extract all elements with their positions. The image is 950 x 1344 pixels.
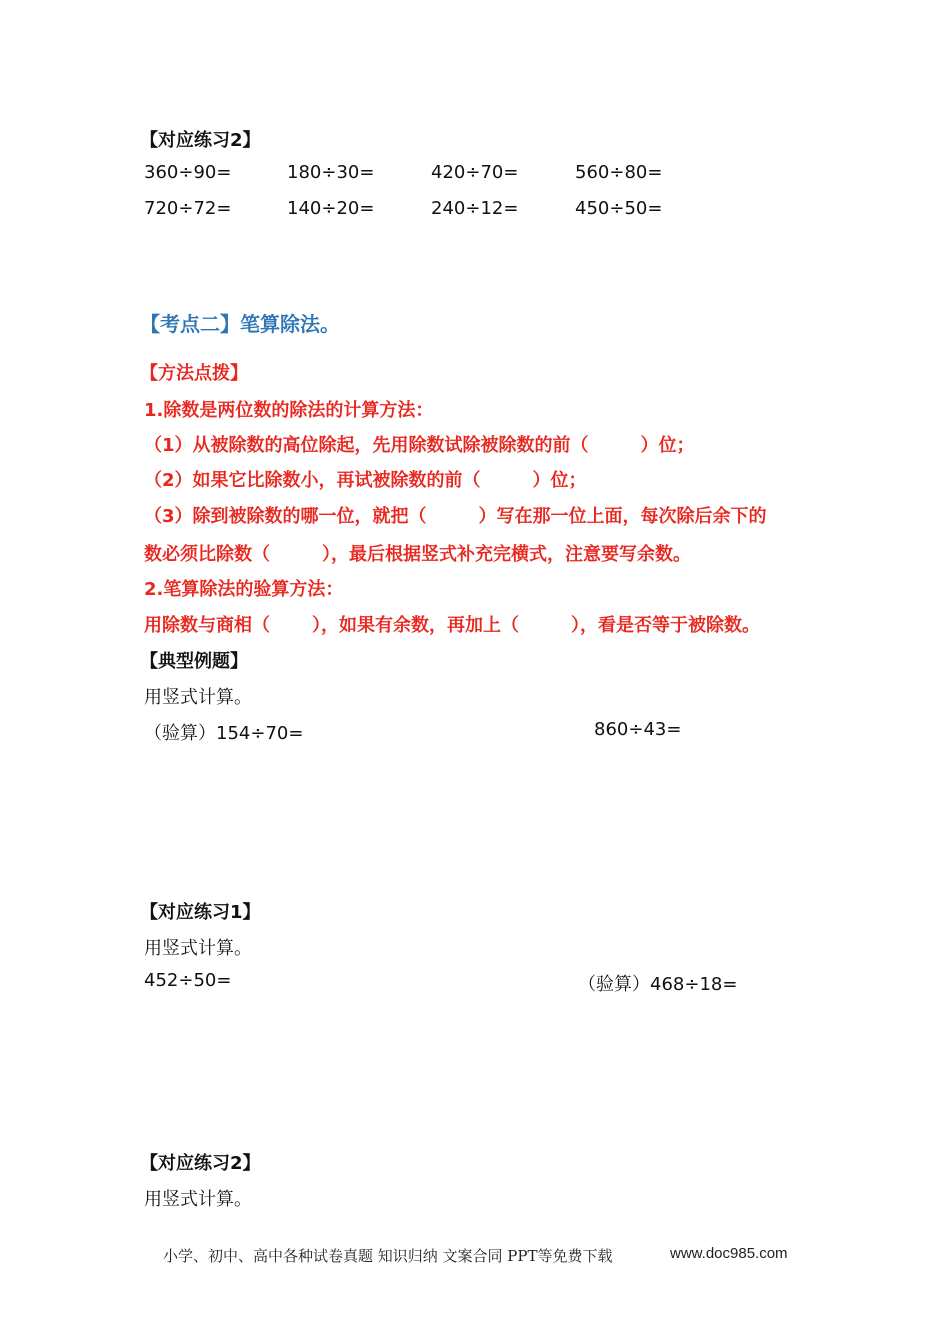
example-heading: 【典型例题】 <box>140 651 248 672</box>
method-step4-b: ），最后根据竖式补充完横式，注意要写余数。 <box>322 544 691 565</box>
method-step3-b: ）写在那一位上面，每次除后余下的 <box>478 506 767 527</box>
method-step1 <box>144 431 695 457</box>
practice1-right: （验算）468÷18= <box>578 974 738 995</box>
method-verify-b: ），如果有余数，再加上（ <box>312 615 519 636</box>
method-step1-a: （1）从被除数的高位除起，先用除数试除被除数的前（ <box>144 435 589 456</box>
method-step3 <box>144 502 767 528</box>
exercise-2-1: 720÷72= <box>144 198 232 219</box>
exercise-1-2: 180÷30= <box>287 162 375 183</box>
exercise-2-2: 140÷20= <box>287 198 375 219</box>
exercise-2-3: 240÷12= <box>431 198 519 219</box>
method-heading: 【方法点拨】 <box>140 363 248 384</box>
example-right: 860÷43= <box>594 719 682 740</box>
method-step3-cont <box>144 540 691 566</box>
footer-text: 小学、初中、高中各种试卷真题 知识归纳 文案合同 PPT等免费下载 <box>163 1247 613 1265</box>
method-item1-title: 1.除数是两位数的除法的计算方法： <box>144 400 434 421</box>
practice2-heading: 【对应练习2】 <box>140 130 261 151</box>
exercise-2-4: 450÷50= <box>575 198 663 219</box>
method-verify-c: ），看是否等于被除数。 <box>571 615 760 636</box>
method-step2 <box>144 466 587 492</box>
example-left: （验算）154÷70= <box>144 723 304 744</box>
exercise-1-4: 560÷80= <box>575 162 663 183</box>
method-verify <box>144 611 760 637</box>
practice2-bottom-instruction: 用竖式计算。 <box>144 1189 252 1210</box>
method-step3-a: （3）除到被除数的哪一位，就把（ <box>144 506 427 527</box>
method-verify-a: 用除数与商相（ <box>144 615 270 636</box>
footer-url[interactable]: www.doc985.com <box>670 1245 788 1262</box>
method-item2-title: 2.笔算除法的验算方法： <box>144 579 344 600</box>
practice1-left: 452÷50= <box>144 970 232 991</box>
exercise-1-1: 360÷90= <box>144 162 232 183</box>
exercise-1-3: 420÷70= <box>431 162 519 183</box>
method-step2-a: （2）如果它比除数小，再试被除数的前（ <box>144 470 481 491</box>
practice1-heading: 【对应练习1】 <box>140 902 261 923</box>
method-step1-b: ）位； <box>640 435 695 456</box>
method-step2-b: ）位； <box>532 470 587 491</box>
example-instruction: 用竖式计算。 <box>144 687 252 708</box>
method-step4-a: 数必须比除数（ <box>144 544 270 565</box>
practice2-bottom-heading: 【对应练习2】 <box>140 1153 261 1174</box>
section-title: 【考点二】笔算除法。 <box>140 312 340 336</box>
practice1-instruction: 用竖式计算。 <box>144 938 252 959</box>
